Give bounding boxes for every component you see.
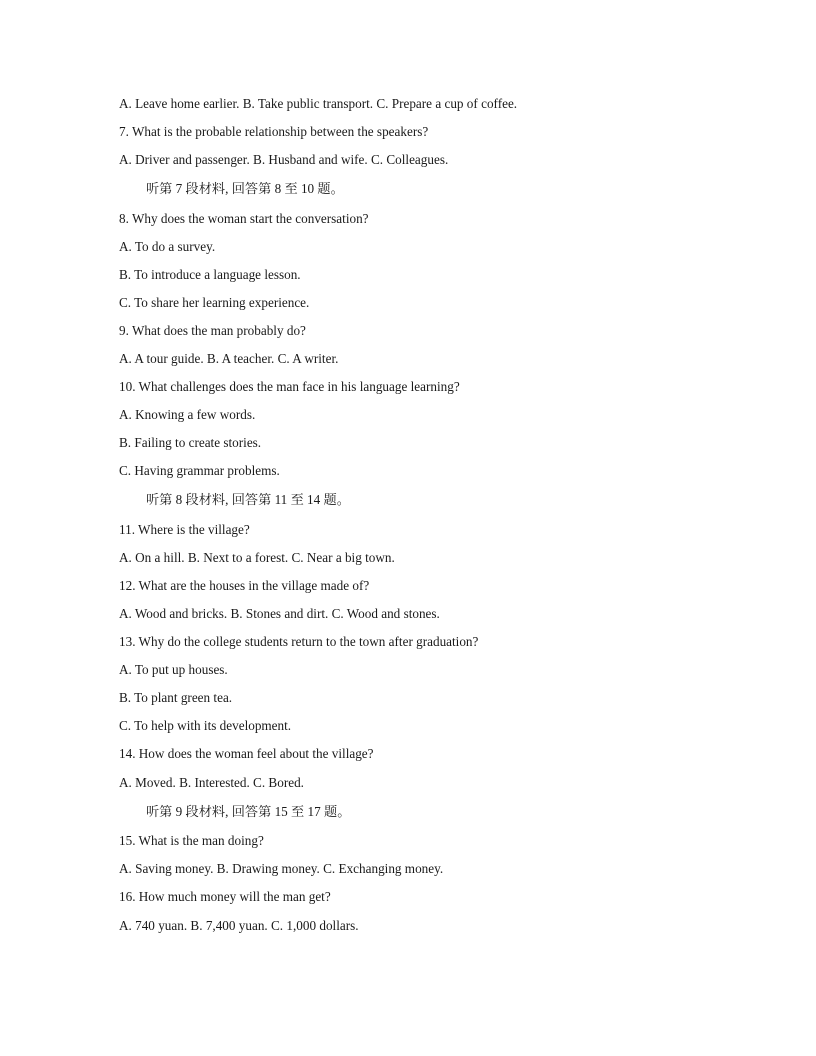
section-heading-passage-8: 听第 8 段材料, 回答第 11 至 14 题。 [146,492,350,507]
answer-options-q15: A. Saving money. B. Drawing money. C. Exchanging money. [119,861,444,876]
answer-option-8b: B. To introduce a language lesson. [119,267,301,282]
answer-option-10b: B. Failing to create stories. [119,435,262,450]
section-heading-passage-9: 听第 9 段材料, 回答第 15 至 17 题。 [146,804,351,819]
answer-options-q14: A. Moved. B. Interested. C. Bored. [119,775,304,790]
answer-option-10a: A. Knowing a few words. [119,407,256,422]
answer-option-8c: C. To share her learning experience. [119,295,310,310]
question-13: 13. Why do the college students return to the town after graduation? [119,634,479,649]
answer-options-q6: A. Leave home earlier. B. Take public transport. C. Prepare a cup of coffee. [119,96,518,111]
question-8: 8. Why does the woman start the conversation? [119,211,369,226]
answer-options-q12: A. Wood and bricks. B. Stones and dirt. C. Wood and stones. [119,606,440,621]
answer-option-13c: C. To help with its development. [119,718,292,733]
answer-options-q16: A. 740 yuan. B. 7,400 yuan. C. 1,000 dollars. [119,918,359,933]
answer-option-8a: A. To do a survey. [119,239,216,254]
question-10: 10. What challenges does the man face in his language learning? [119,379,460,394]
question-14: 14. How does the woman feel about the village? [119,746,374,761]
answer-options-q9: A. A tour guide. B. A teacher. C. A writer. [119,351,339,366]
question-16: 16. How much money will the man get? [119,889,331,904]
answer-option-10c: C. Having grammar problems. [119,463,280,478]
question-7: 7. What is the probable relationship between the speakers? [119,124,429,139]
answer-options-q11: A. On a hill. B. Next to a forest. C. Near a big town. [119,550,395,565]
question-11: 11. Where is the village? [119,522,250,537]
answer-option-13a: A. To put up houses. [119,662,228,677]
section-heading-passage-7: 听第 7 段材料, 回答第 8 至 10 题。 [146,181,344,196]
answer-option-13b: B. To plant green tea. [119,690,233,705]
question-15: 15. What is the man doing? [119,833,264,848]
question-12: 12. What are the houses in the village made of? [119,578,370,593]
answer-options-q7: A. Driver and passenger. B. Husband and wife. C. Colleagues. [119,152,449,167]
question-9: 9. What does the man probably do? [119,323,306,338]
